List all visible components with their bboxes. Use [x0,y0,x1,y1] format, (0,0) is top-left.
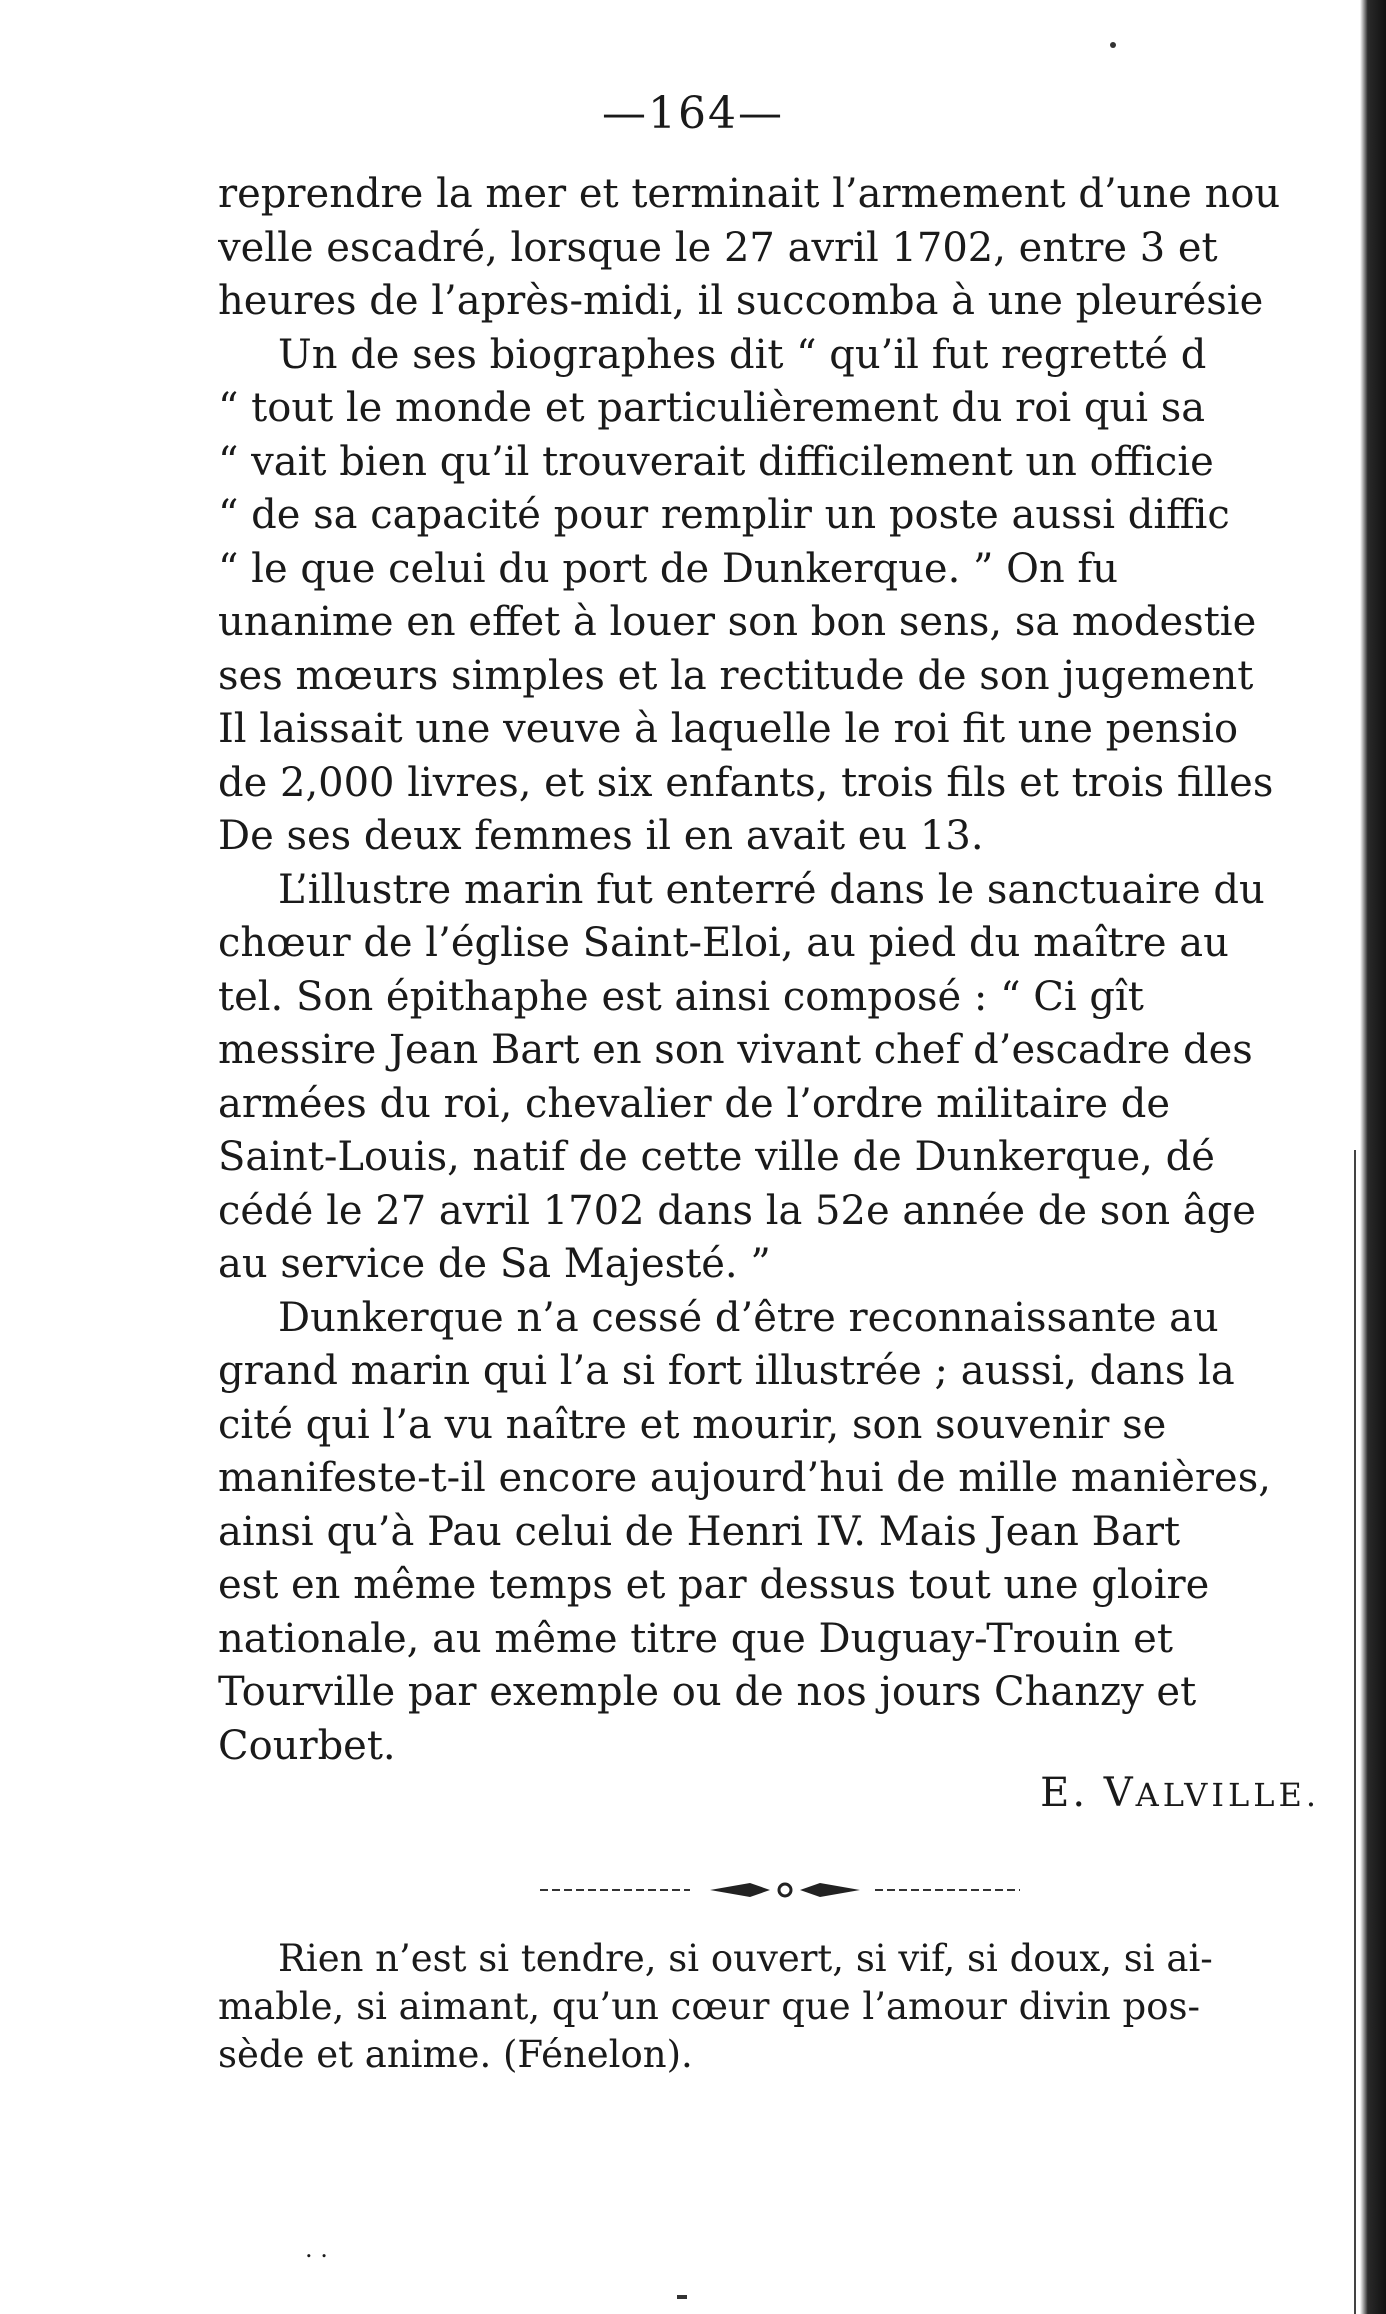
signature-initial: E. V [1040,1770,1136,1816]
speck-mark [1110,42,1116,48]
section-divider-ornament [540,1875,1040,1905]
text-line: tel. Son épithaphe est ainsi composé : “ Ci gît [218,973,1144,1020]
text-line: au service de Sa Majesté. ” [218,1241,771,1287]
text-line: “ vait bien qu’il trouverait difficilement un officie [218,438,1214,485]
text-line: ainsi qu’à Pau celui de Henri IV. Mais Jean Bart [218,1508,1181,1555]
quote-line: Rien n’est si tendre, si ouvert, si vif, si doux, si ai- [278,1937,1213,1980]
text-line: “ tout le monde et particulièrement du roi qui sa [218,385,1206,431]
text-line: ses mœurs simples et la rectitude de son jugement [218,652,1254,699]
text-line: armées du roi, chevalier de l’ordre militaire de [218,1080,1170,1127]
text-line: cité qui l’a vu naître et mourir, son souvenir se [218,1401,1167,1448]
bottom-mark [677,2295,687,2299]
text-line: manifeste-t-il encore aujourd’hui de mille manières, [218,1455,1271,1501]
text-line: heures de l’après-midi, il succomba à une pleurésie [218,278,1264,324]
text-line: “ de sa capacité pour remplir un poste aussi diffic [218,492,1230,538]
text-line: nationale, au même titre que Duguay-Trouin et [218,1615,1173,1662]
text-line: reprendre la mer et terminait l’armement d’une nou [218,171,1281,217]
text-line: Un de ses biographes dit “ qu’il fut regretté d [278,331,1207,378]
quote-line: mable, si aimant, qu’un cœur que l’amour divin pos- [218,1985,1200,2028]
quote-line: sède et anime. (Fénelon). [218,2033,693,2076]
text-line: est en même temps et par dessus tout une gloire [218,1562,1210,1608]
text-line: “ le que celui du port de Dunkerque. ” On fu [218,545,1118,592]
text-line: cédé le 27 avril 1702 dans la 52e année de son âge [218,1187,1256,1234]
signature-rest: ALVILLE. [1135,1776,1320,1814]
page-number: —164— [602,88,784,139]
text-line: de 2,000 livres, et six enfants, trois fils et trois filles [218,759,1274,806]
text-line: Courbet. [218,1722,396,1769]
text-line: Il laissait une veuve à laquelle le roi fit une pensio [218,706,1239,752]
text-line: grand marin qui l’a si fort illustrée ; aussi, dans la [218,1348,1235,1394]
text-line: messire Jean Bart en son vivant chef d’escadre des [218,1027,1253,1073]
footer-dots: . . [305,2235,328,2263]
text-line: velle escadré, lorsque le 27 avril 1702, entre 3 et [218,224,1218,271]
text-line: De ses deux femmes il en avait eu 13. [218,813,984,859]
text-line: Tourville par exemple ou de nos jours Chanzy et [218,1669,1197,1715]
fenelon-quote [218,1935,1368,2079]
author-signature [0,1770,1320,1816]
main-text-block [218,168,1368,1773]
text-line: chœur de l’église Saint-Eloi, au pied du maître au [218,920,1229,966]
text-line: Saint-Louis, natif de cette ville de Dunkerque, dé [218,1134,1215,1180]
text-line: L’illustre marin fut enterré dans le sanctuaire du [278,866,1265,913]
text-line: unanime en effet à louer son bon sens, sa modestie [218,599,1257,645]
text-line: Dunkerque n’a cessé d’être reconnaissante au [278,1294,1219,1341]
